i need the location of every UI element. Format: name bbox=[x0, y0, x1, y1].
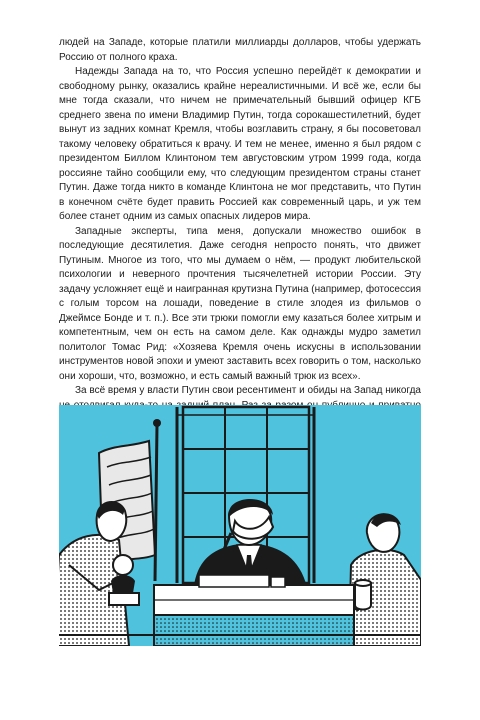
body-text bbox=[59, 36, 421, 428]
paragraph-3: Западные эксперты, типа меня, допускали множество ошибок в последующие десятилетия. Даже сегодня непросто понять, что движет Путиным. Многое из того, что мы думаем о нём, — продукт любительской психологии и неверного прочтения тысячелетней истории России. Эту задачу усложняет ещё и наигранная крутизна Путина (например, фотосессия с голым торсом на лошади, поведение в стиле злодея из фильмов о Джеймсе Бонде и т. п.). Все эти трюки помогли ему казаться более хитрым и компетентным, чем он есть на самом деле. Как однажды мудро заметил политолог Томас Рид: «Хозяева Кремля очень искусны в использовании инструментов новой эпохи и умеют заставить всех говорить о том, насколько они хороши, что, возможно, и есть самый важный трюк из всех». bbox=[59, 225, 421, 382]
paragraph-2: Надежды Запада на то, что Россия успешно перейдёт к демократии и свободному рынку, оказались крайне нереалистичными. И всё же, если бы мне тогда сказали, что ничем не примечательный бывший офицер КГБ среднего звена по имени Владимир Путин, тогда сорокашестилетний, будет вынут из задних комнат Кремля, чтобы возглавить страну, я бы посоветовал такому человеку обратиться к врачу. И тем не менее, именно я был рядом с президентом Биллом Клинтоном тем августовским утром 1999 года, когда россияне тайно сообщили ему, что следующим президентом страны станет Путин. Даже тогда никто в команде Клинтона не мог представить, что Путин в конечном счёте будет править Россией как современный царь, и уж тем более станет одним из самых опасных лидеров мира. bbox=[59, 66, 421, 222]
paragraph-1: людей на Западе, которые платили миллиарды долларов, чтобы удержать Россию от полного краха. bbox=[59, 37, 421, 63]
paragraph-4: За всё время у власти Путин свои ресентимент и обиды на Запад никогда bbox=[75, 385, 421, 396]
illustration bbox=[59, 405, 421, 646]
desk-mug bbox=[355, 580, 371, 610]
